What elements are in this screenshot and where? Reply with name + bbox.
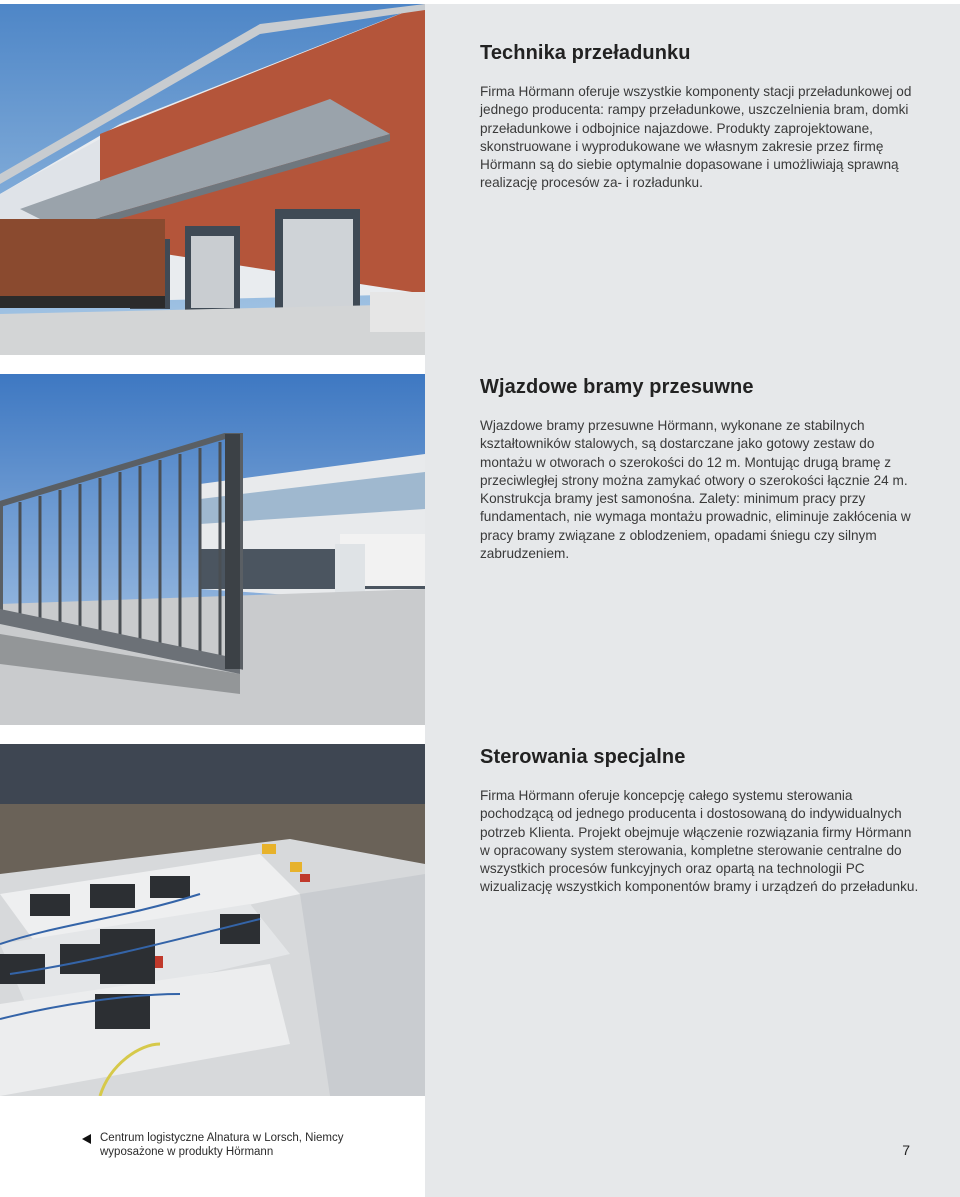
left-triangle-icon (82, 1134, 91, 1144)
control-panels-photo (0, 744, 425, 1096)
section-title: Technika przeładunku (480, 42, 691, 64)
loading-dock-photo (0, 4, 425, 355)
sliding-gate-photo (0, 374, 425, 725)
section-body: Firma Hörmann oferuje wszystkie komponenty stacji przeładunkowej od jednego producenta: rampy przeładunkowe, uszczelnienia bram, domki przeładunkowe i odbojnice najazdowe. Produkty zaprojektowane, skonstruowane i wyprodukowane we własnym zakresie przez firmę Hörmann są do siebie optymalnie dopasowane i umożliwiają sprawną realizację procesów za- i rozładunku. (480, 84, 912, 191)
section-body: Firma Hörmann oferuje koncepcję całego systemu sterowania pochodzącą od jednego producenta i dostosowaną do indywidualnych potrzeb Klienta. Projekt obejmuje włączenie rozwiązania firmy Hörmann w opracowany system sterowania, kompletne sterowanie centralne do wszystkich procesów funkcyjnych oraz opartą na technologii PC wizualizację wszystkich komponentów bramy i urządzeń do przeładunku. (480, 788, 919, 895)
section-body: Wjazdowe bramy przesuwne Hörmann, wykonane ze stabilnych kształtowników stalowych, są dostarczane jako gotowy zestaw do montażu w otworach o szerokości do 12 m. Montując drugą bramę z przeciwległej strony można zamykać otwory o szerokości łącznie 24 m. Konstrukcja bramy jest samonośna. Zalety: minimum pracy przy fundamentach, nie wymaga montażu prowadnic, eliminuje zakłócenia w pracy bramy związane z oblodzeniem, opadami śniegu czy silnym zabrudzeniem. (480, 418, 911, 562)
section-special-controls (480, 746, 920, 897)
section-title: Sterowania specjalne (480, 746, 686, 768)
caption-line-2: wyposażone w produkty Hörmann (100, 1146, 274, 1158)
page-number: 7 (902, 1142, 910, 1158)
section-sliding-gates (480, 376, 920, 563)
section-title: Wjazdowe bramy przesuwne (480, 376, 754, 398)
caption-line-1: Centrum logistyczne Alnatura w Lorsch, Niemcy (100, 1132, 344, 1144)
photo-caption (100, 1131, 420, 1159)
section-loading-technology (480, 42, 920, 193)
